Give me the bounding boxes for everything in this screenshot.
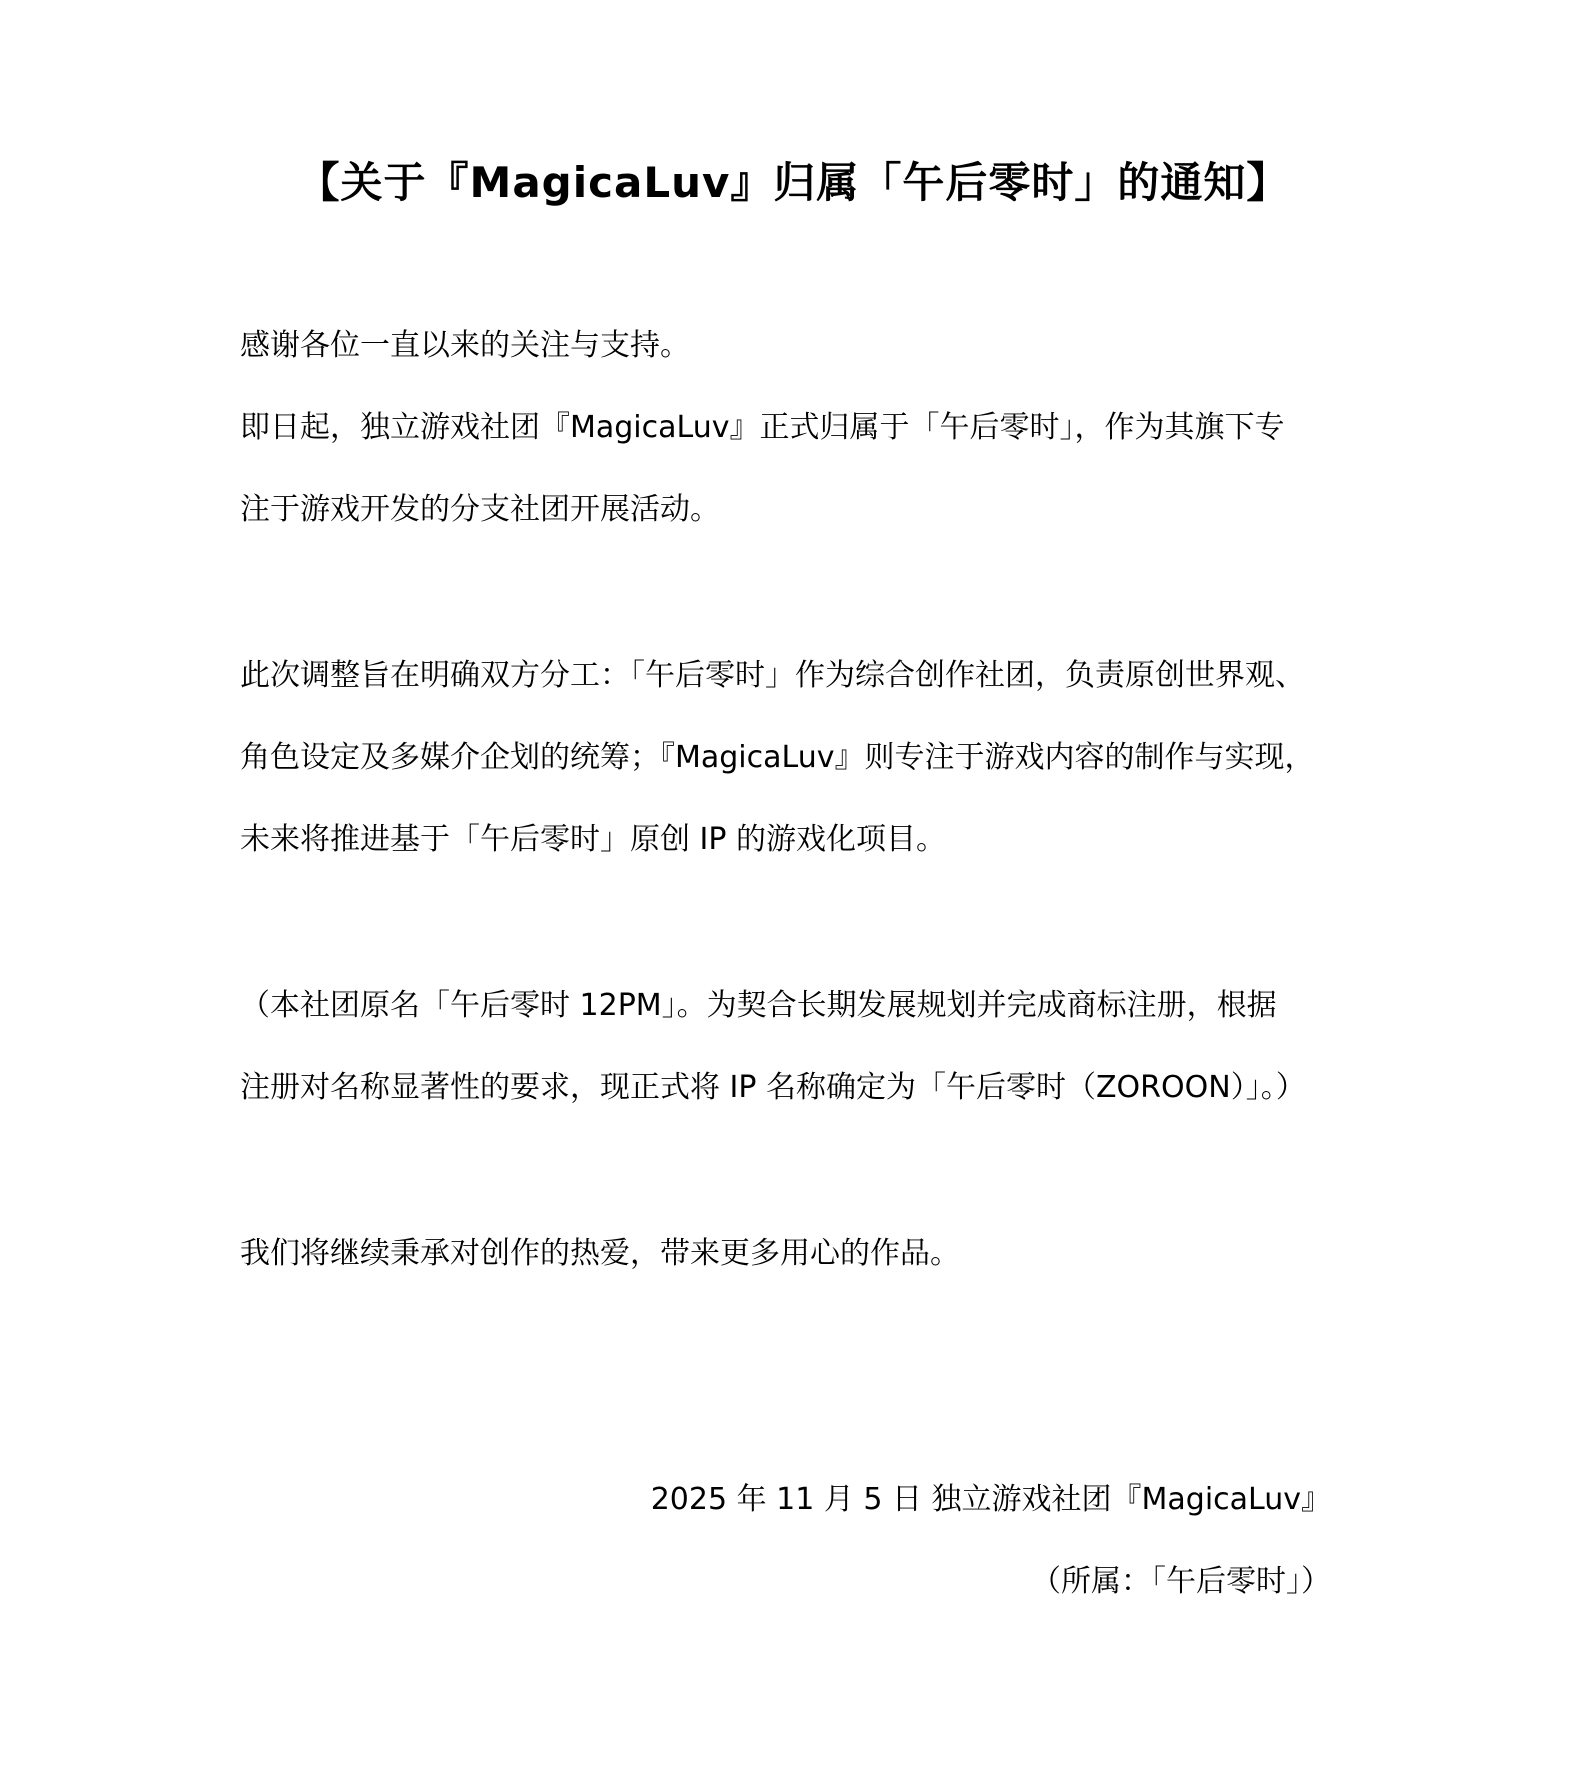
paragraph-4-line-2: 注册对名称显著性的要求，现正式将 IP 名称确定为「午后零时（ZOROON）」。） — [240, 1070, 1306, 1105]
notice-title: 【关于『MagicaLuv』归属「午后零时」的通知】 — [297, 158, 1290, 207]
signature-date-org: 2025 年 11 月 5 日 独立游戏社团『MagicaLuv』 — [650, 1482, 1331, 1517]
paragraph-3-line-2: 角色设定及多媒介企划的统筹；『MagicaLuv』则专注于游戏内容的制作与实现， — [240, 740, 1315, 775]
paragraph-2-line-2: 注于游戏开发的分支社团开展活动。 — [240, 492, 720, 527]
paragraph-3-line-3: 未来将推进基于「午后零时」原创 IP 的游戏化项目。 — [240, 822, 947, 857]
paragraph-3-line-1: 此次调整旨在明确双方分工：「午后零时」作为综合创作社团，负责原创世界观、 — [240, 658, 1305, 693]
paragraph-2-line-1: 即日起，独立游戏社团『MagicaLuv』正式归属于「午后零时」，作为其旗下专 — [240, 410, 1285, 445]
paragraph-4-line-1: （本社团原名「午后零时 12PM」。为契合长期发展规划并完成商标注册，根据 — [240, 988, 1277, 1023]
paragraph-5-line-1: 我们将继续秉承对创作的热爱，带来更多用心的作品。 — [240, 1236, 960, 1271]
signature-affiliation: （所属：「午后零时」） — [1031, 1564, 1331, 1599]
paragraph-1-line-1: 感谢各位一直以来的关注与支持。 — [240, 328, 690, 363]
